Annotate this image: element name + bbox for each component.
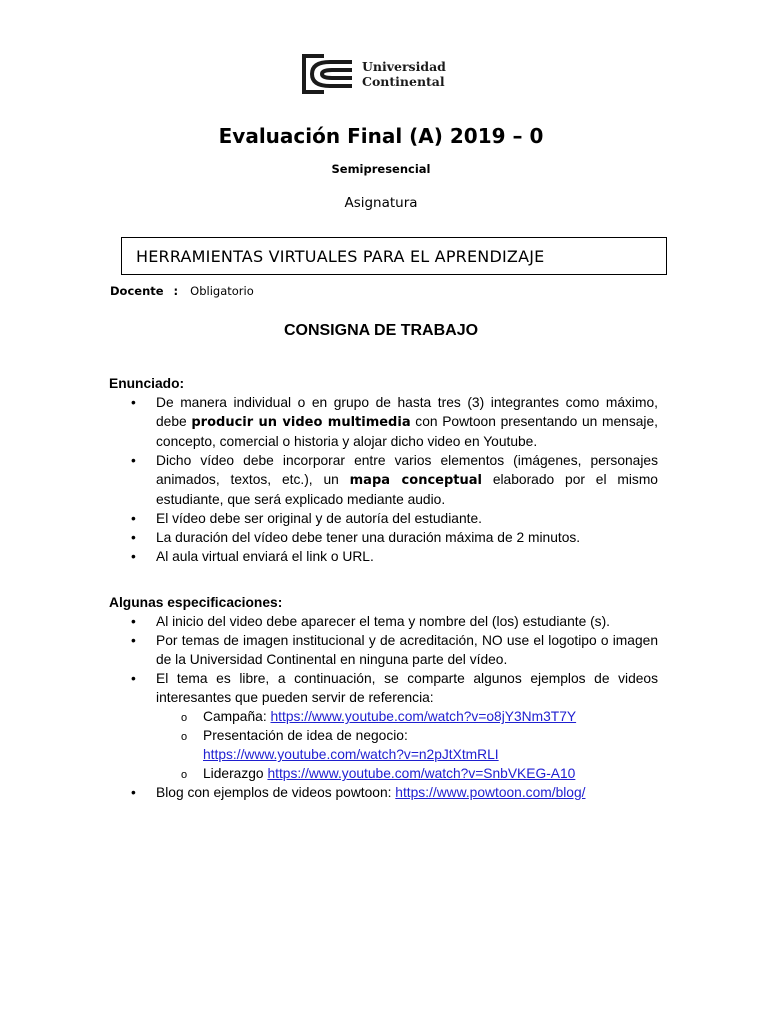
example-label: Campaña: [203,709,271,724]
docente-row [110,284,254,298]
enunciado-section [109,374,658,566]
b2-text-end: elaborado por el mismo estudiante, que será explicado mediante audio. [156,472,658,507]
b1-bold: producir un video multimedia [191,415,411,430]
consigna-title: CONSIGNA DE TRABAJO [283,322,479,339]
docente-value: Obligatorio [190,284,254,298]
blog-link[interactable]: https://www.powtoon.com/blog/ [395,785,586,800]
example-link-negocio[interactable]: https://www.youtube.com/watch?v=n2pJtXtmRLI [203,747,499,762]
list-item [156,451,658,509]
b1-text-end: con Powtoon presentando un mensaje, concepto, comercial o historia y alojar dicho video en Youtube. [156,414,658,449]
sub-list-item [203,707,658,726]
course-name: HERRAMIENTAS VIRTUALES PARA EL APRENDIZAJE [136,247,545,266]
example-label: Presentación de idea de negocio: [203,728,408,743]
example-link-campana[interactable]: https://www.youtube.com/watch?v=o8jY3Nm3T7Y [270,709,577,724]
list-item [156,393,658,451]
logo-line-1: Universidad [362,59,446,74]
sub-list-item [203,726,658,764]
university-logo [300,54,446,94]
subject-label: Asignatura [344,195,418,211]
example-link-liderazgo[interactable]: https://www.youtube.com/watch?v=SnbVKEG-A10 [267,766,576,781]
especificaciones-section [109,593,658,802]
logo-line-2: Continental [362,74,445,89]
continental-logo-icon [300,54,356,94]
especificaciones-heading: Algunas especificaciones: [109,595,283,610]
list-item: • Al inicio del video debe aparecer el tema y nombre del (los) estudiante (s). [156,612,658,631]
course-name-box [121,237,667,275]
enunciado-heading: Enunciado: [109,376,185,391]
sub-list-item [203,764,658,783]
list-item: • La duración del vídeo debe tener una duración máxima de 2 minutos. [156,528,658,547]
b2-text: Dicho vídeo debe incorporar entre varios elementos (imágenes, personajes animados, textos, etc.), un [156,453,658,487]
list-item: • Al aula virtual enviará el link o URL. [156,547,658,566]
docente-label: Docente [110,284,164,298]
s3-text: El tema es libre, a continuación, se comparte algunos ejemplos de videos interesantes que pueden servir de referencia: [156,671,658,705]
example-label: Liderazgo [203,766,268,781]
docente-colon: : [173,284,179,298]
b2-bold: mapa conceptual [349,473,482,488]
blog-label: Blog con ejemplos de videos powtoon: [156,785,396,800]
list-item: • El vídeo debe ser original y de autoría del estudiante. [156,509,658,528]
list-item [156,669,658,783]
list-item [156,783,658,802]
b1-text: De manera individual o en grupo de hasta tres (3) integrantes como máximo, debe [156,395,658,429]
page-title: Evaluación Final (A) 2019 – 0 [218,124,544,148]
modality-label: Semipresencial [331,162,431,176]
list-item: • Por temas de imagen institucional y de acreditación, NO use el logotipo o imagen de la Universidad Continental en ninguna parte del vídeo. [156,631,658,669]
